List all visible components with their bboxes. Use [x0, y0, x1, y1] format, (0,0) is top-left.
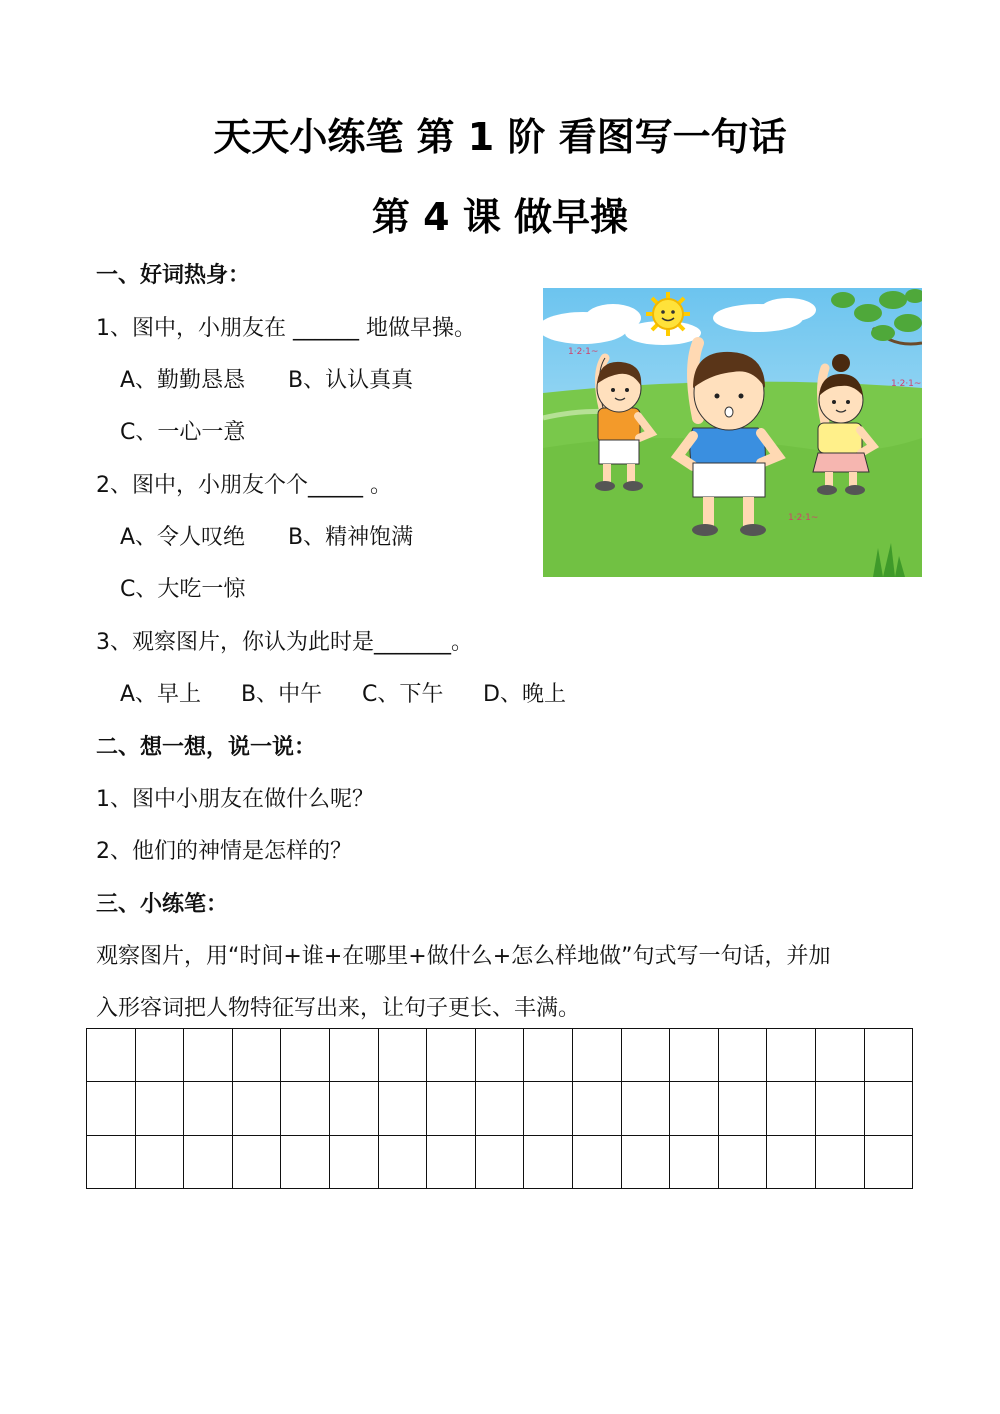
section1-heading: 一、好词热身： [96, 263, 251, 288]
grid-cell[interactable] [427, 1082, 476, 1135]
grid-cell[interactable] [524, 1136, 573, 1189]
grid-cell[interactable] [719, 1082, 768, 1135]
option-b: B、中午 [241, 682, 323, 707]
lesson-title: 第 4 课 做早操 [371, 195, 629, 239]
grid-cell[interactable] [865, 1082, 914, 1135]
writing-instruction-line-2: 入形容词把人物特征写出来，让句子更长、丰满。 [96, 996, 581, 1021]
grid-cell[interactable] [281, 1082, 330, 1135]
grid-cell[interactable] [379, 1082, 428, 1135]
grid-cell[interactable] [767, 1029, 816, 1082]
grid-cell[interactable] [184, 1082, 233, 1135]
grid-cell[interactable] [524, 1082, 573, 1135]
grid-row [87, 1029, 913, 1082]
writing-instruction-line-1: 观察图片，用“时间+谁+在哪里+做什么+怎么样地做”句式写一句话，并加 [96, 944, 831, 969]
grid-cell[interactable] [87, 1029, 136, 1082]
grid-cell[interactable] [670, 1082, 719, 1135]
grid-cell[interactable] [136, 1136, 185, 1189]
grid-cell[interactable] [330, 1136, 379, 1189]
grid-cell[interactable] [476, 1082, 525, 1135]
grid-cell[interactable] [427, 1029, 476, 1082]
grid-cell[interactable] [573, 1136, 622, 1189]
grid-cell[interactable] [379, 1029, 428, 1082]
question-1-option-c [120, 415, 245, 446]
option-c: C、下午 [362, 682, 444, 707]
question-1: 1、图中，小朋友在 ______ 地做早操。 [96, 316, 476, 341]
grid-cell[interactable] [816, 1082, 865, 1135]
grid-cell[interactable] [767, 1136, 816, 1189]
chant-label-right: 1·2·1~ [891, 379, 922, 389]
grid-cell[interactable] [281, 1029, 330, 1082]
grid-cell[interactable] [476, 1136, 525, 1189]
grid-cell[interactable] [573, 1082, 622, 1135]
grid-cell[interactable] [670, 1136, 719, 1189]
section2-heading: 二、想一想，说一说： [96, 735, 317, 760]
grid-cell[interactable] [87, 1136, 136, 1189]
grid-cell[interactable] [524, 1029, 573, 1082]
option-a: A、勤勤恳恳 [120, 368, 246, 393]
grid-cell[interactable] [330, 1029, 379, 1082]
option-d: D、晚上 [483, 682, 566, 707]
grid-cell[interactable] [281, 1136, 330, 1189]
discussion-question-1: 1、图中小朋友在做什么呢？ [96, 787, 374, 812]
grid-cell[interactable] [816, 1029, 865, 1082]
question-2-options [120, 520, 413, 551]
question-1-options [120, 363, 413, 394]
question-3-options [120, 677, 566, 708]
grid-cell[interactable] [767, 1082, 816, 1135]
grid-cell[interactable] [330, 1082, 379, 1135]
grid-cell[interactable] [816, 1136, 865, 1189]
option-b: B、认认真真 [288, 368, 414, 393]
option-c: C、大吃一惊 [120, 577, 246, 602]
grid-cell[interactable] [379, 1136, 428, 1189]
question-3: 3、观察图片，你认为此时是_______。 [96, 630, 473, 655]
grid-row [87, 1136, 913, 1189]
question-2-option-c [120, 572, 245, 603]
worksheet-title: 天天小练笔 第 1 阶 看图写一句话 [213, 115, 787, 159]
discussion-question-2: 2、他们的神情是怎样的？ [96, 839, 352, 864]
writing-grid[interactable] [86, 1028, 913, 1189]
grid-cell[interactable] [233, 1082, 282, 1135]
grid-cell[interactable] [622, 1082, 671, 1135]
grid-cell[interactable] [136, 1082, 185, 1135]
grid-cell[interactable] [136, 1029, 185, 1082]
grid-cell[interactable] [427, 1136, 476, 1189]
grid-cell[interactable] [719, 1029, 768, 1082]
question-2: 2、图中，小朋友个个_____ 。 [96, 473, 392, 498]
grid-cell[interactable] [233, 1136, 282, 1189]
morning-exercise-illustration [543, 288, 922, 577]
grid-cell[interactable] [87, 1082, 136, 1135]
option-b: B、精神饱满 [288, 525, 414, 550]
chant-label-bottom: 1·2·1~ [788, 513, 819, 523]
option-a: A、早上 [120, 682, 202, 707]
grid-cell[interactable] [865, 1136, 914, 1189]
grid-cell[interactable] [719, 1136, 768, 1189]
grid-cell[interactable] [865, 1029, 914, 1082]
grid-cell[interactable] [184, 1136, 233, 1189]
grid-cell[interactable] [184, 1029, 233, 1082]
option-a: A、令人叹绝 [120, 525, 246, 550]
chant-label-left: 1·2·1~ [568, 347, 599, 357]
grid-cell[interactable] [622, 1029, 671, 1082]
grid-cell[interactable] [622, 1136, 671, 1189]
section3-heading: 三、小练笔： [96, 892, 229, 917]
grid-cell[interactable] [233, 1029, 282, 1082]
grid-cell[interactable] [476, 1029, 525, 1082]
option-c: C、一心一意 [120, 420, 246, 445]
grid-row [87, 1082, 913, 1135]
grid-cell[interactable] [670, 1029, 719, 1082]
sun-icon [646, 292, 690, 336]
grid-cell[interactable] [573, 1029, 622, 1082]
